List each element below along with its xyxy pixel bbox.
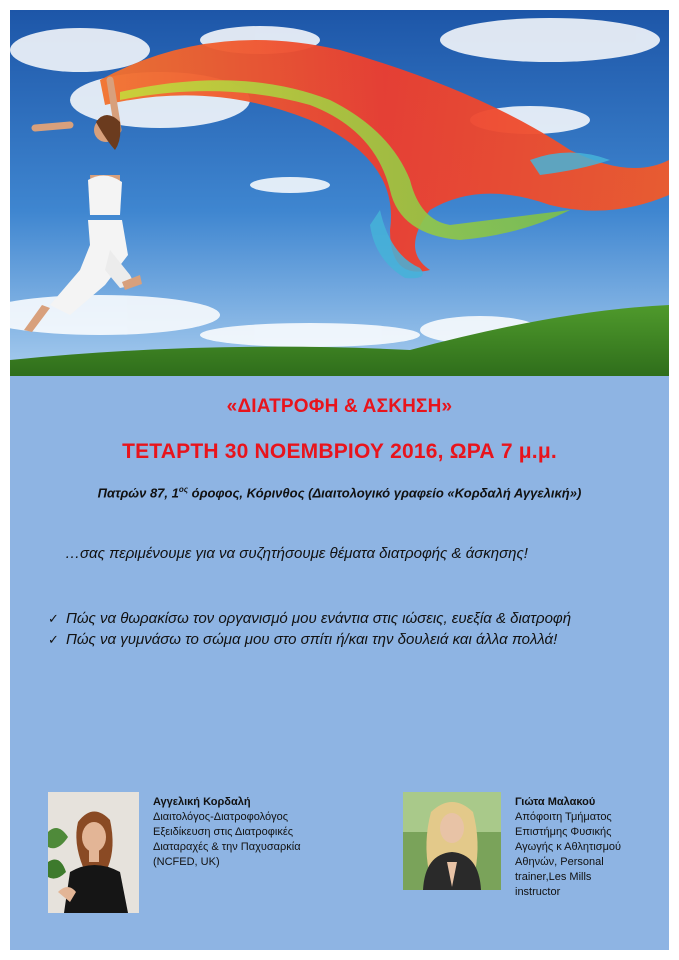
event-datetime: ΤΕΤΑΡΤΗ 30 ΝΟΕΜΒΡΙΟΥ 2016, ΩΡΑ 7 μ.μ. bbox=[122, 440, 557, 463]
speaker-detail: Εξειδίκευση στις Διατροφικές bbox=[153, 826, 294, 838]
speaker-detail: Απόφοιτη Τμήματος bbox=[515, 811, 612, 823]
topics-list bbox=[48, 610, 571, 652]
speaker-bio bbox=[515, 795, 665, 900]
speaker-detail: (NCFED, UK) bbox=[153, 856, 220, 868]
speaker-photo bbox=[403, 792, 501, 890]
speaker-detail: Επιστήμης Φυσικής bbox=[515, 826, 612, 838]
speaker-detail: trainer,Les Mills bbox=[515, 871, 592, 883]
floor-suffix: ος bbox=[178, 485, 189, 494]
speaker-detail: Αγωγής κ Αθλητισμού bbox=[515, 841, 622, 853]
speaker-detail: Διαταραχές & την Παχυσαρκία bbox=[153, 841, 301, 853]
address-part-1: Πατρών 87, 1 bbox=[97, 485, 179, 501]
speaker-photo bbox=[48, 792, 139, 913]
topic-item bbox=[48, 610, 571, 627]
speaker-name: Γιώτα Μαλακού bbox=[515, 796, 596, 808]
topic-item bbox=[48, 631, 571, 648]
topic-text: Πώς να γυμνάσω το σώμα μου στο σπίτι ή/και την δουλειά και άλλα πολλά! bbox=[66, 631, 558, 648]
hero-image bbox=[10, 10, 669, 376]
speaker-bio bbox=[153, 795, 353, 870]
speaker-detail: Διαιτολόγος-Διατροφολόγος bbox=[153, 811, 289, 823]
speaker-name: Αγγελική Κορδαλή bbox=[153, 796, 251, 808]
address-part-2: όροφος, Κόρινθος (Διαιτολογικό γραφείο «Κορδαλή Αγγελική») bbox=[188, 485, 582, 501]
flyer bbox=[10, 10, 669, 950]
check-mark-icon: ✓ bbox=[48, 632, 59, 647]
event-address bbox=[10, 485, 669, 500]
speaker-detail: instructor bbox=[515, 886, 561, 898]
topic-text: Πώς να θωρακίσω τον οργανισμό μου ενάντια στις ιώσεις, ευεξία & διατροφή bbox=[66, 610, 572, 627]
invitation-text: …σας περιμένουμε για να συζητήσουμε θέματα διατροφής & άσκησης! bbox=[65, 545, 528, 562]
speaker-detail: Αθηνών, Personal bbox=[515, 856, 604, 868]
event-title: «ΔΙΑΤΡΟΦΗ & ΑΣΚΗΣΗ» bbox=[226, 396, 453, 417]
check-mark-icon: ✓ bbox=[48, 611, 59, 626]
